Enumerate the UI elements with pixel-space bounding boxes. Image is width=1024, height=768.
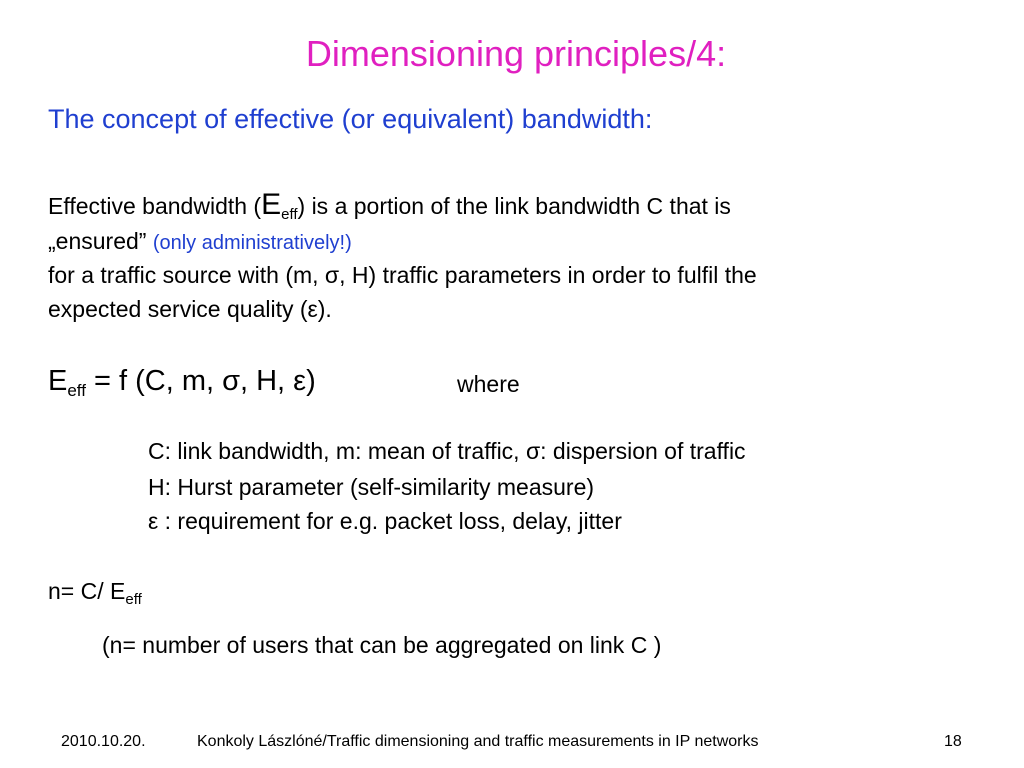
footer-page-number: 18 — [944, 733, 962, 750]
n-formula-prefix: n= C/ E — [48, 578, 126, 604]
footer-date: 2010.10.20. — [61, 733, 146, 750]
definition-line-2 — [48, 228, 352, 255]
formula-rhs: = f (C, m, σ, H, ε) — [85, 365, 316, 397]
slide-subtitle: The concept of effective (or equivalent) bandwidth: — [48, 104, 653, 134]
ensured-text: „ensured” — [48, 228, 147, 254]
eeff-subscript: eff — [281, 206, 298, 223]
param-line-2: H: Hurst parameter (self-similarity measure) — [148, 474, 595, 500]
param-line-3: ε : requirement for e.g. packet loss, delay, jitter — [148, 508, 622, 534]
eeff-formula — [48, 365, 316, 401]
param-line-1: C: link bandwidth, m: mean of traffic, σ: dispersion of traffic — [148, 438, 746, 464]
where-label: where — [457, 371, 520, 397]
definition-line-3: for a traffic source with (m, σ, H) traffic parameters in order to fulfil the — [48, 262, 757, 288]
slide-title: Dimensioning principles/4: — [305, 33, 727, 74]
formula-symbol: E — [48, 365, 68, 397]
definition-suffix: ) is a portion of the link bandwidth C that is — [297, 193, 731, 219]
eeff-symbol: E — [261, 188, 282, 221]
definition-prefix: Effective bandwidth ( — [48, 193, 262, 219]
n-formula — [48, 578, 142, 608]
definition-line-4: expected service quality (ε). — [48, 296, 332, 322]
formula-subscript: eff — [67, 381, 86, 400]
n-note: (n= number of users that can be aggregated on link C ) — [102, 632, 662, 658]
definition-line-1 — [48, 188, 731, 223]
footer-text: Konkoly Lászlóné/Traffic dimensioning and traffic measurements in IP networks — [197, 733, 759, 750]
n-formula-subscript: eff — [125, 591, 142, 608]
administrative-note: (only administratively!) — [152, 232, 352, 254]
